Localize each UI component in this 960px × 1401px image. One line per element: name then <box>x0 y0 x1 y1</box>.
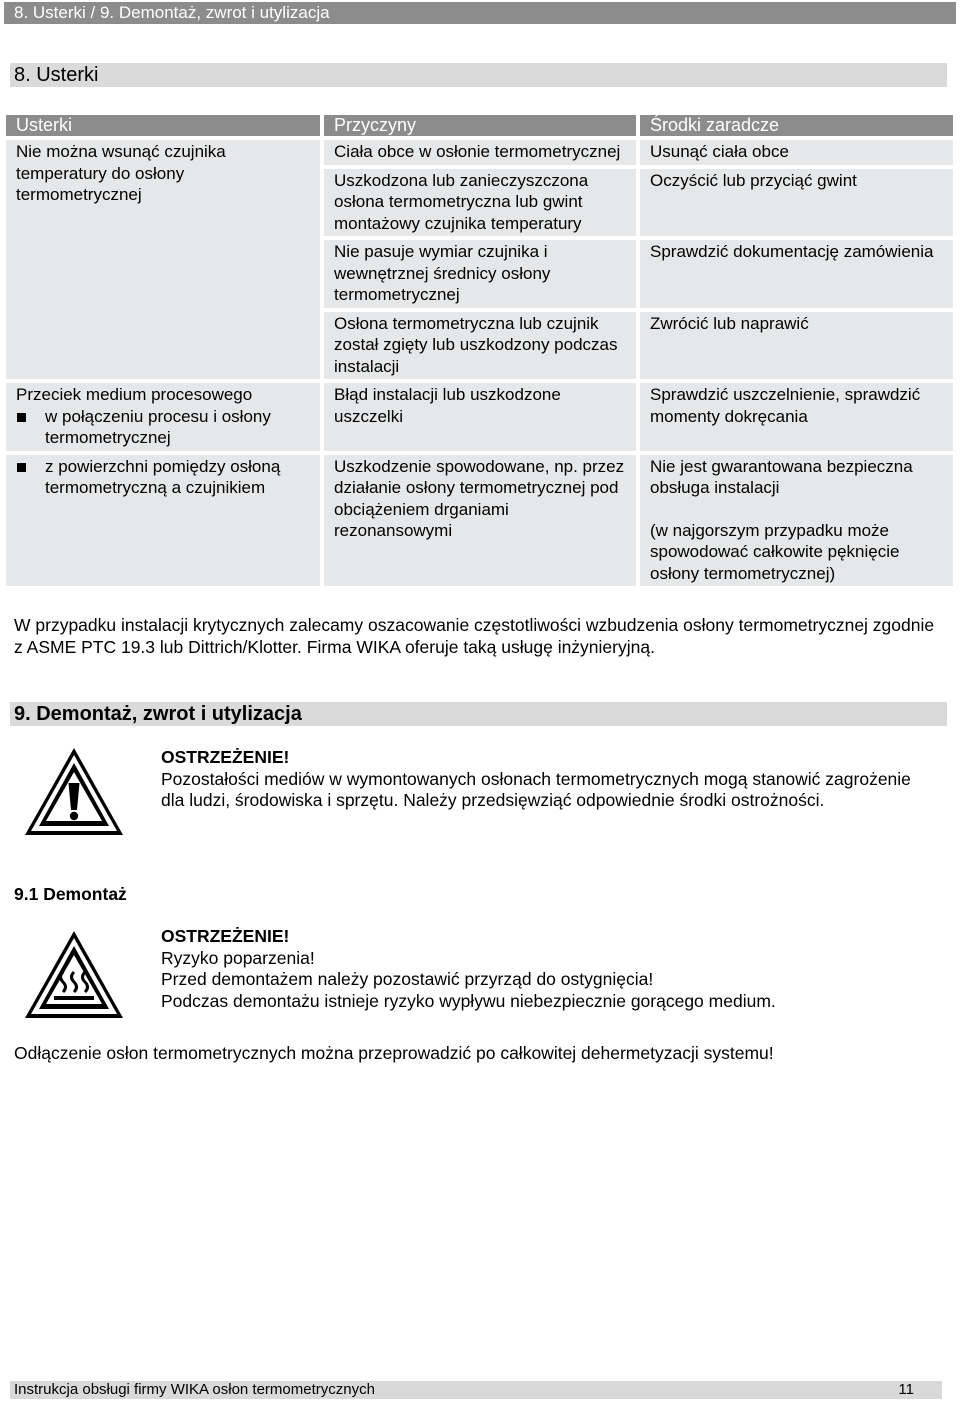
warning-line: Przed demontażem należy pozostawić przyrząd do ostygnięcia! <box>161 969 654 989</box>
cause-cell: Nie pasuje wymiar czujnika i wewnętrznej średnicy osłony termometrycznej <box>324 240 636 308</box>
remedy-cell: Sprawdzić uszczelnienie, sprawdzić momenty dokręcania <box>640 383 953 451</box>
footer-title: Instrukcja obsługi firmy WIKA osłon termometrycznych <box>14 1381 375 1398</box>
list-item <box>16 456 310 499</box>
page-header-breadcrumb: 8. Usterki / 9. Demontaż, zwrot i utylizacja <box>4 2 956 24</box>
bullet-text: w połączeniu procesu i osłony termometrycznej <box>45 406 271 447</box>
remedy-text: Nie jest gwarantowana bezpieczna obsługa instalacji <box>649 456 913 497</box>
col-header-remedies: Środki zaradcze <box>640 115 953 136</box>
warning-line: Ryzyko poparzenia! <box>161 947 315 968</box>
cause-cell: Ciała obce w osłonie termometrycznej <box>324 140 636 165</box>
warning-triangle-icon <box>22 745 126 839</box>
hot-surface-warning-icon <box>22 928 126 1022</box>
bullet-square-icon <box>16 406 45 449</box>
section-9-1-title: 9.1 Demontaż <box>14 884 127 904</box>
section-9-title: 9. Demontaż, zwrot i utylizacja <box>10 702 947 726</box>
table-row <box>6 455 953 587</box>
warning-line: Podczas demontażu istnieje ryzyko wypływu niebezpiecznie gorącego medium. <box>161 990 776 1011</box>
remedy-cell: Usunąć ciała obce <box>640 140 953 165</box>
fault-cell-sensor-insert: Nie można wsunąć czujnika temperatury do osłony termometrycznej <box>6 140 320 379</box>
table-header-row <box>6 115 953 136</box>
remedy-cell: Oczyścić lub przyciąć gwint <box>640 169 953 237</box>
col-header-faults: Usterki <box>6 115 320 136</box>
cause-cell: Uszkodzenie spowodowane, np. przez działanie osłony termometrycznej pod obciążeniem drganiami rezonansowymi <box>324 455 636 587</box>
page-footer <box>10 1381 942 1399</box>
fault-cell-leak <box>6 383 320 451</box>
page-number: 11 <box>898 1381 914 1398</box>
bullet-text: z powierzchni pomiędzy osłoną termometryczną a czujnikiem <box>45 456 281 497</box>
warning-title: OSTRZEŻENIE! <box>161 747 290 767</box>
remedy-cell: Zwrócić lub naprawić <box>640 312 953 380</box>
cause-cell: Osłona termometryczna lub czujnik został zgięty lub uszkodzony podczas instalacji <box>324 312 636 380</box>
table-row <box>6 140 953 165</box>
remedy-extra-text: (w najgorszym przypadku może spowodować całkowite pęknięcie osłony termometrycznej) <box>649 520 900 583</box>
bullet-square-icon <box>16 456 45 499</box>
list-item <box>16 406 310 449</box>
warning-block-burn <box>161 926 921 1012</box>
warning-block-residues <box>161 747 921 812</box>
warning-text: Pozostałości mediów w wymontowanych osłonach termometrycznych mogą stanowić zagrożenie dla ludzi, środowiska i sprzętu. Należy przedsięwziąć odpowiednie środki ostrożności. <box>161 768 911 810</box>
depressurize-note: Odłączenie osłon termometrycznych można przeprowadzić po całkowitej dehermetyzacji systemu! <box>14 1043 774 1063</box>
section-8-title: 8. Usterki <box>10 63 947 87</box>
faults-table <box>2 111 957 590</box>
cause-cell: Błąd instalacji lub uszkodzone uszczelki <box>324 383 636 451</box>
fault-cell-leak-surface <box>6 455 320 587</box>
remedy-cell <box>640 455 953 587</box>
remedy-cell: Sprawdzić dokumentację zamówienia <box>640 240 953 308</box>
critical-installation-note: W przypadku instalacji krytycznych zalecamy oszacowanie częstotliwości wzbudzenia osłony termometrycznej zgodnie z ASME PTC 19.3 lub Dittrich/Klotter. Firma WIKA oferuje taką usługę inżynieryjną. <box>14 615 935 657</box>
cause-cell: Uszkodzona lub zanieczyszczona osłona termometryczna lub gwint montażowy czujnika temperatury <box>324 169 636 237</box>
warning-title: OSTRZEŻENIE! <box>161 926 290 946</box>
table-row <box>6 383 953 451</box>
col-header-causes: Przyczyny <box>324 115 636 136</box>
fault-leak-title: Przeciek medium procesowego <box>16 385 253 404</box>
